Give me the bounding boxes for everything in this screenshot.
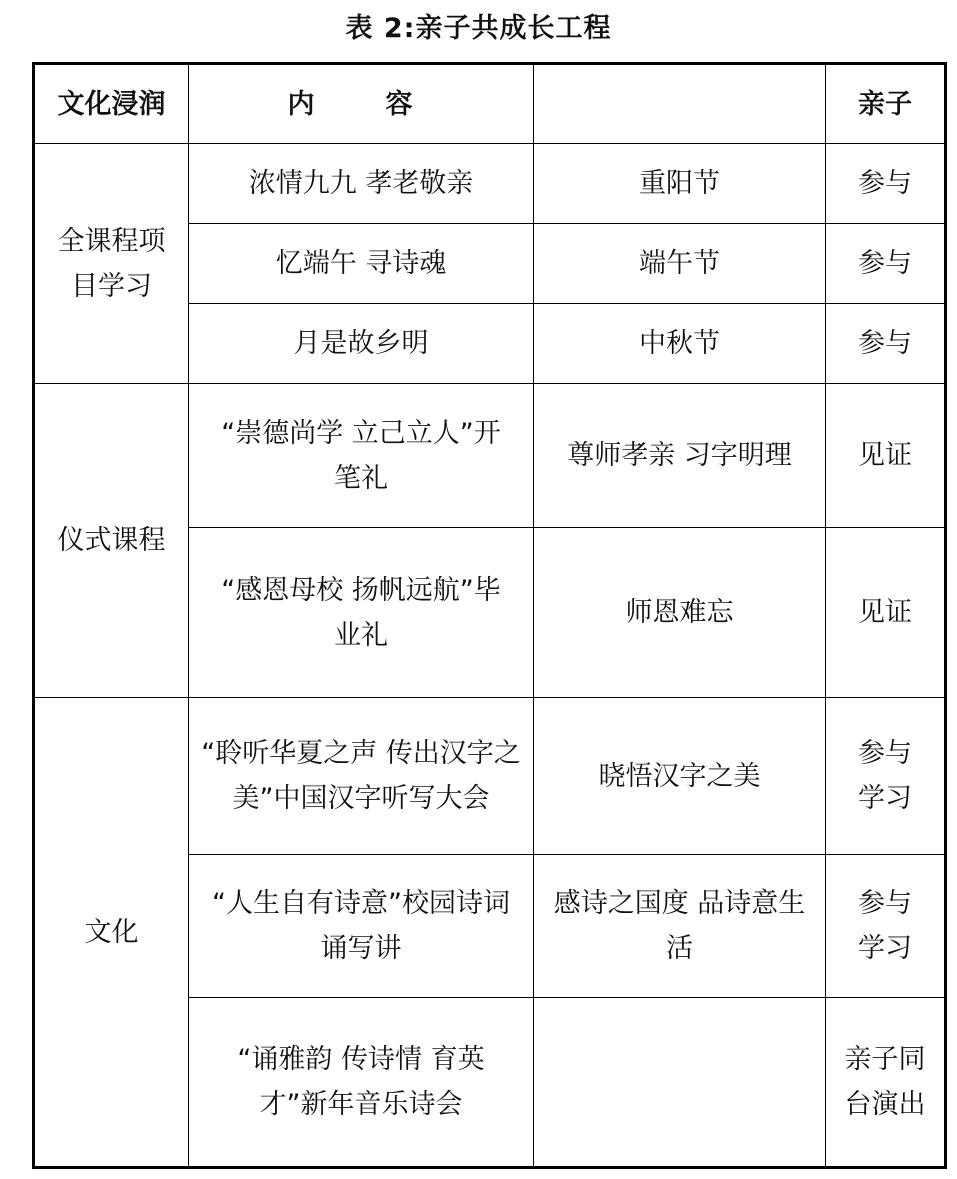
theme-cell bbox=[534, 998, 826, 1168]
theme-cell: 尊师孝亲 习字明理 bbox=[534, 384, 826, 528]
role-cell: 亲子同台演出 bbox=[826, 998, 946, 1168]
content-cell: 月是故乡明 bbox=[189, 304, 534, 384]
content-cell: “聆听华夏之声 传出汉字之美”中国汉字听写大会 bbox=[189, 698, 534, 855]
table-title: 表 2:亲子共成长工程 bbox=[345, 13, 612, 44]
content-cell: “崇德尚学 立己立人”开笔礼 bbox=[189, 384, 534, 528]
header-culture: 文化浸润 bbox=[34, 64, 189, 144]
role-cell: 参与学习 bbox=[826, 855, 946, 998]
role-cell: 参与 bbox=[826, 304, 946, 384]
role-cell: 参与 bbox=[826, 224, 946, 304]
theme-cell: 师恩难忘 bbox=[534, 528, 826, 698]
role-cell: 见证 bbox=[826, 528, 946, 698]
header-row bbox=[34, 64, 946, 144]
content-cell: 浓情九九 孝老敬亲 bbox=[189, 144, 534, 224]
content-cell: “人生自有诗意”校园诗词诵写讲 bbox=[189, 855, 534, 998]
content-cell: 忆端午 寻诗魂 bbox=[189, 224, 534, 304]
section-label: 全课程项目学习 bbox=[34, 144, 189, 384]
header-content: 内 容 bbox=[189, 64, 534, 144]
section-label: 文化 bbox=[34, 698, 189, 1168]
theme-cell: 中秋节 bbox=[534, 304, 826, 384]
content-cell: “诵雅韵 传诗情 育英才”新年音乐诗会 bbox=[189, 998, 534, 1168]
content-cell: “感恩母校 扬帆远航”毕业礼 bbox=[189, 528, 534, 698]
table-row bbox=[34, 144, 946, 224]
theme-cell: 重阳节 bbox=[534, 144, 826, 224]
header-parent-child: 亲子 bbox=[826, 64, 946, 144]
table-row bbox=[34, 384, 946, 528]
header-theme bbox=[534, 64, 826, 144]
role-cell: 参与学习 bbox=[826, 698, 946, 855]
role-cell: 参与 bbox=[826, 144, 946, 224]
theme-cell: 晓悟汉字之美 bbox=[534, 698, 826, 855]
theme-cell: 感诗之国度 品诗意生活 bbox=[534, 855, 826, 998]
role-cell: 见证 bbox=[826, 384, 946, 528]
program-table bbox=[32, 62, 947, 1169]
table-row bbox=[34, 698, 946, 855]
theme-cell: 端午节 bbox=[534, 224, 826, 304]
section-label: 仪式课程 bbox=[34, 384, 189, 698]
